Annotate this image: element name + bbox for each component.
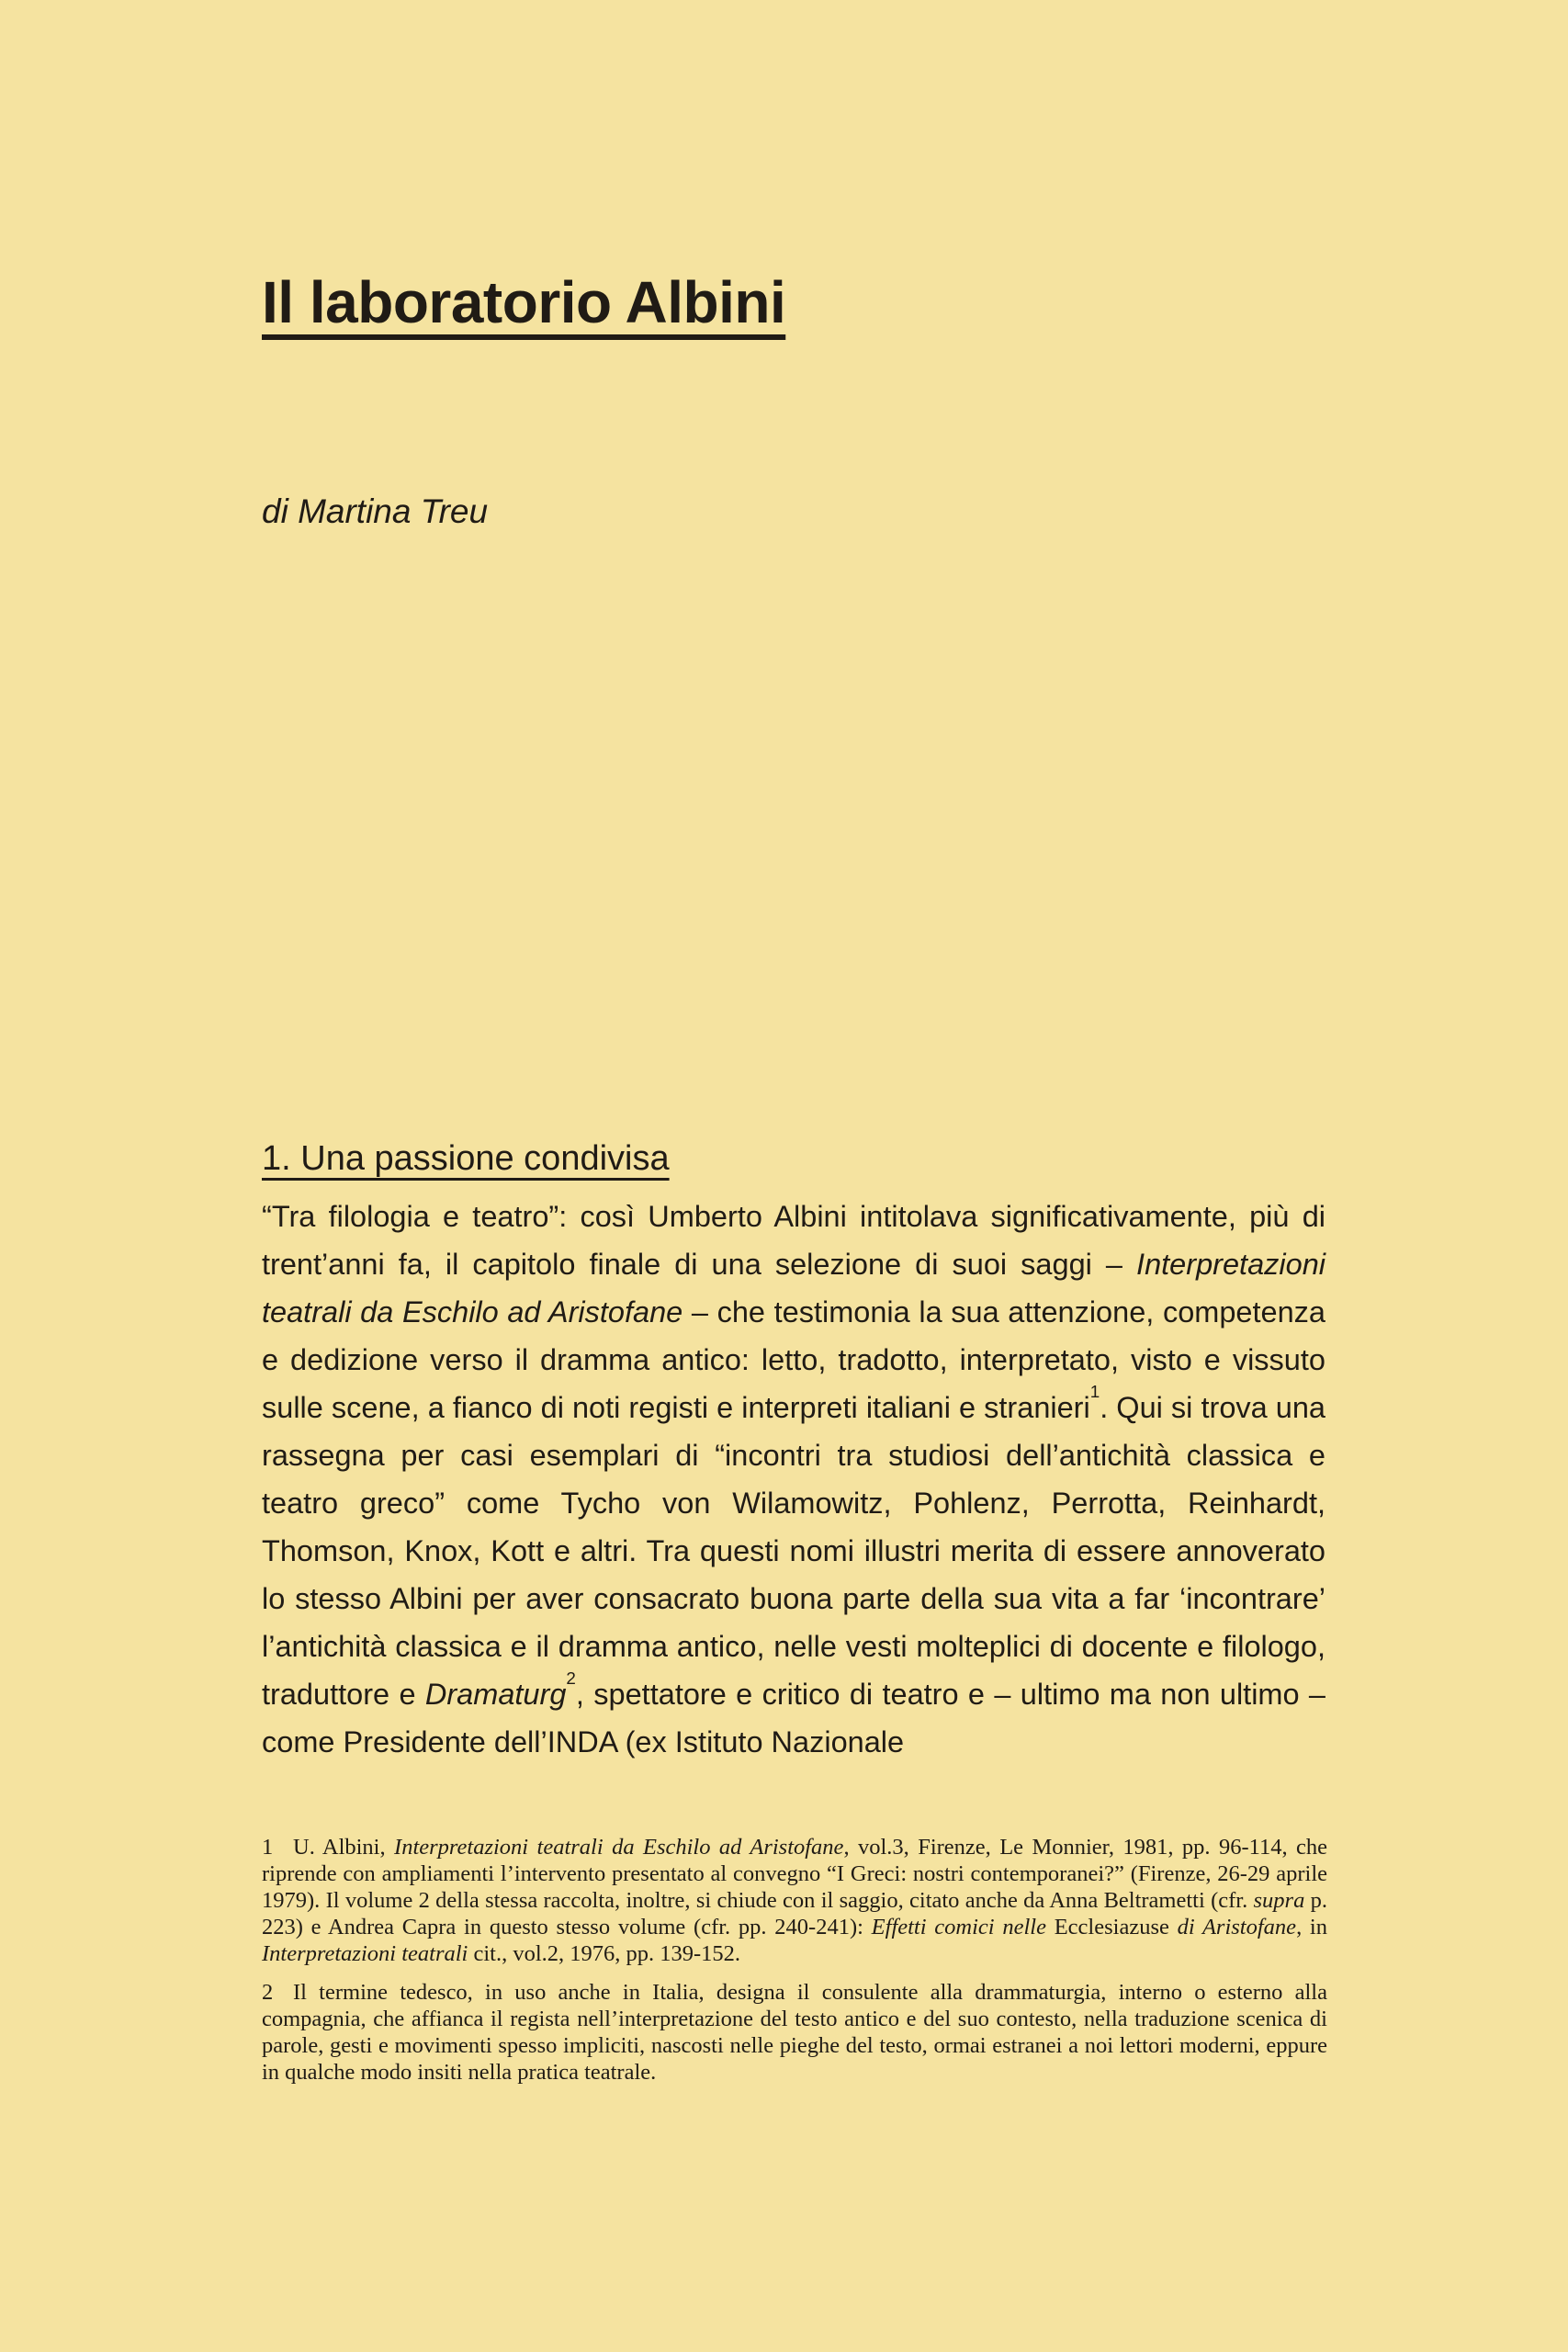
page-title: Il laboratorio Albini bbox=[262, 269, 786, 335]
footnote-2-text: Il termine tedesco, in uso anche in Italia, designa il consulente alla drammaturgia, interno o esterno alla compagnia, che affianca il regista nell’interpretazione del testo antico e del suo contesto, nella traduzione scenica di parole, gesti e movimenti spesso impliciti, nascosti nelle pieghe del testo, ormai estranei a noi lettori moderni, eppure in qualche modo insiti nella pratica teatrale. bbox=[262, 1980, 1327, 2085]
footnote-1-number: 1 bbox=[262, 1835, 274, 1860]
body-paragraph: “Tra filologia e teatro”: così Umberto Albini intitolava significativamente, più di trent’anni fa, il capitolo finale di una selezione di suoi saggi – Interpretazioni teatrali da Eschilo ad Aristofane – che testimonia la sua attenzione, competenza e dedizione verso il dramma antico: letto, tradotto, interpretato, visto e vissuto sulle scene, a fianco di noti registi e interpreti italiani e stranieri$^1$. Qui si trova una rassegna per casi esemplari di “incontri tra studiosi dell’antichità classica e teatro greco” come Tycho von Wilamowitz, Pohlenz, Perrotta, Reinhardt, Thomson, Knox, Kott e altri. Tra questi nomi illustri merita di essere annoverato lo stesso Albini per aver consacrato buona parte della sua vita a far ‘incontrare’ l’antichità classica e il dramma antico, nelle vesti molteplici di docente e filologo, traduttore e Dramaturg$^2$, spettatore e critico di teatro e – ultimo ma non ultimo – come Presidente dell’INDA (ex Istituto Nazionale bbox=[262, 1200, 1325, 1758]
footnote-2-number: 2 bbox=[262, 1980, 274, 2005]
section-heading: 1. Una passione condivisa bbox=[262, 1139, 670, 1178]
byline: di Martina Treu bbox=[262, 492, 489, 530]
footnote-1-text: U. Albini, Interpretazioni teatrali da Eschilo ad Aristofane, vol.3, Firenze, Le Monnier, 1981, pp. 96-114, che riprende con ampliamenti l’intervento presentato al convegno “I Greci: nostri contemporanei?” (Firenze, 26-29 aprile 1979). Il volume 2 della stessa raccolta, inoltre, si chiude con il saggio, citato anche da Anna Beltrametti (cfr. supra p. 223) e Andrea Capra in questo stesso volume (cfr. pp. 240-241): Effetti comici nelle Ecclesiazuse di Aristofane, in Interpretazioni teatrali cit., vol.2, 1976, pp. 139-152. bbox=[262, 1835, 1327, 1966]
footnote-1 bbox=[262, 1834, 1327, 1967]
footnote-2 bbox=[262, 1979, 1327, 2086]
footnotes-block bbox=[262, 1834, 1327, 2098]
